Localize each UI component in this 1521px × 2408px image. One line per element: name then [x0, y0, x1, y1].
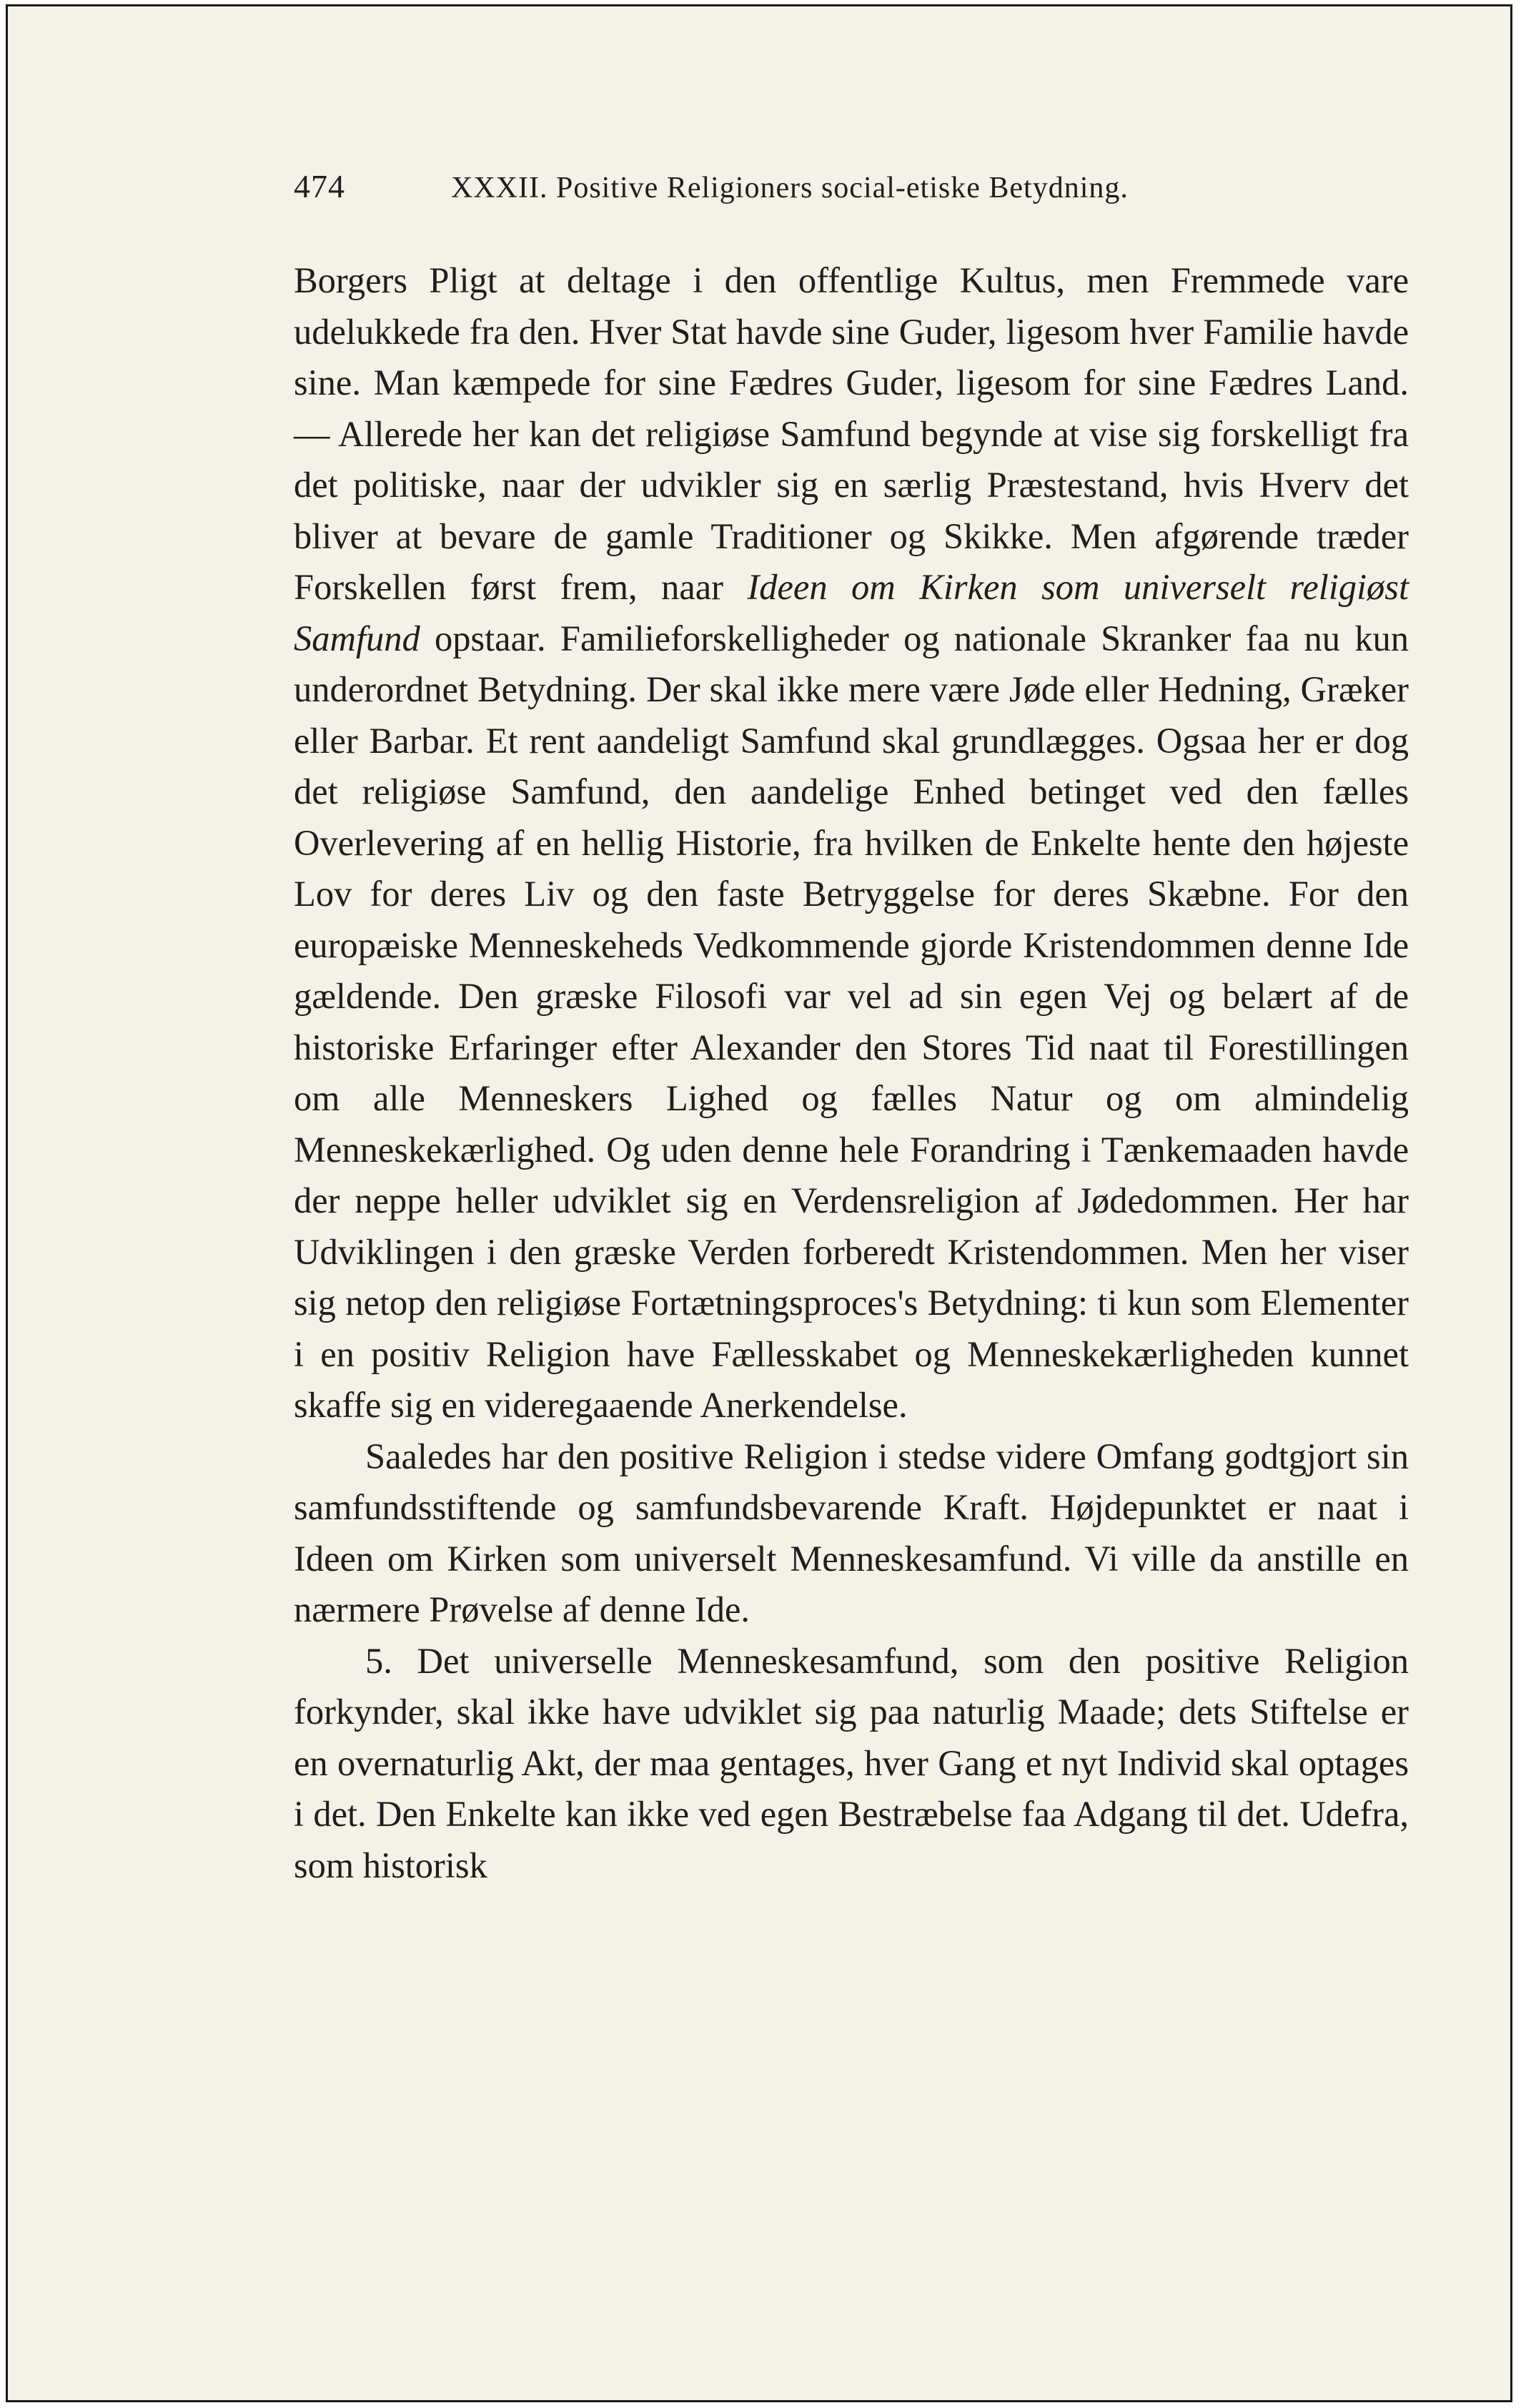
paragraph-2: Saaledes har den positive Religion i stedse videre Omfang godtgjort sin samfundsstiftende og samfundsbevarende Kraft. Højdepunktet er naat i Ideen om Kirken som universelt Menneskesamfund. Vi ville da anstille en nærmere Prøvelse af denne Ide.: [294, 1436, 1409, 1629]
paragraph-3: 5. Det universelle Menneskesamfund, som den positive Religion forkynder, skal ikke have udviklet sig paa naturlig Maade; dets Stiftelse er en overnaturlig Akt, der maa gentages, hver Gang et nyt Individ skal optages i det. Den Enkelte kan ikke ved egen Bestræbelse faa Adgang til det. Udefra, som historisk: [294, 1640, 1409, 1885]
paragraph-1: [294, 255, 1409, 1431]
paragraph-1-text-after: opstaar. Familieforskelligheder og nationale Skranker faa nu kun underordnet Betydning. Der skal ikke mere være Jøde eller Hedning, Græker eller Barbar. Et rent aandeligt Samfund skal grundlægges. Ogsaa her er dog det religiøse Samfund, den aandelige Enhed betinget ved den fælles Overlevering af en hellig Historie, fra hvilken de Enkelte hente den højeste Lov for deres Liv og den faste Betryggelse for deres Skæbne. For den europæiske Menneskeheds Vedkommende gjorde Kristendommen denne Ide gældende. Den græske Filosofi var vel ad sin egen Vej og belært af de historiske Erfaringer efter Alexander den Stores Tid naat til Forestillingen om alle Menneskers Lighed og fælles Natur og om almindelig Menneskekærlighed. Og uden denne hele Forandring i Tænkemaaden havde der neppe heller udviklet sig en Verdensreligion af Jødedommen. Her har Udviklingen i den græske Verden forberedt Kristendommen. Men her viser sig netop den religiøse Fortætningsproces's Betydning: ti kun som Elementer i en positiv Religion have Fællesskabet og Menneskekærligheden kunnet skaffe sig en videregaaende Anerkendelse.: [294, 618, 1409, 1425]
paragraph-1-text-before: Borgers Pligt at deltage i den offentlige Kultus, men Fremmede vare udelukkede fra den. Hver Stat havde sine Guder, ligesom hver Familie havde sine. Man kæmpede for sine Fædres Guder, ligesom for sine Fædres Land. — Allerede her kan det religiøse Samfund begynde at vise sig forskelligt fra det politiske, naar der udvikler sig en særlig Præstestand, hvis Hverv det bliver at bevare de gamle Traditioner og Skikke. Men afgørende træder Forskellen først frem, naar: [294, 260, 1409, 607]
scanned-page: [6, 4, 1512, 2402]
running-title: XXXII. Positive Religioners social-etiske Betydning.: [451, 172, 1129, 204]
paragraph-1-emphasis: Ideen om Kirken som universelt religiøst Samfund: [294, 567, 1409, 658]
book-page: [294, 167, 1409, 1891]
running-header: [294, 167, 1409, 205]
body-text: [294, 255, 1409, 1891]
page-number: 474: [294, 168, 345, 204]
